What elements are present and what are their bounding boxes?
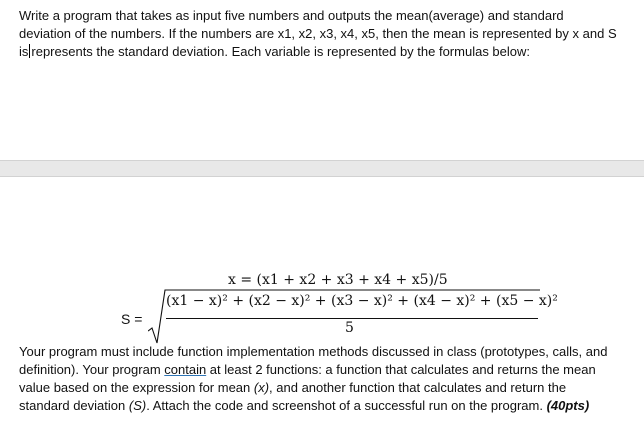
intro-line-3-end: represents the standard deviation. Each variable is represented by the formulas below:	[31, 44, 531, 59]
std-dev-symbol-text: (S)	[128, 398, 147, 413]
instructions-line-2	[19, 361, 639, 379]
mean-formula: x = (x1 + x2 + x3 + x4 + x5)/5	[228, 272, 448, 288]
instructions-line-2-start: definition). Your program	[19, 362, 165, 377]
instructions-line-4	[19, 397, 639, 415]
intro-line-3-start: is	[19, 44, 29, 59]
mean-symbol-text: (x)	[253, 380, 270, 395]
std-dev-denominator: 5	[345, 320, 354, 336]
instructions-line-3-end: , and another function that calculates and return the	[269, 380, 567, 395]
instructions-line-4-start: standard deviation	[19, 398, 129, 413]
intro-line-3	[19, 43, 639, 61]
instructions-line-3	[19, 379, 639, 397]
instructions-line-4-mid: . Attach the code and screenshot of a successful run on the program.	[146, 398, 547, 413]
std-dev-numerator: (x1 − x)² + (x2 − x)² + (x3 − x)² + (x4 − x)² + (x5 − x)²	[166, 293, 558, 309]
intro-paragraph[interactable]	[19, 7, 639, 61]
intro-line-2: deviation of the numbers. If the numbers are x1, x2, x3, x4, x5, then the mean is represented by x and S	[19, 26, 617, 41]
page-break-gap	[0, 160, 644, 177]
points-label: (40pts)	[546, 398, 590, 413]
std-dev-label: S =	[121, 311, 143, 327]
instructions-line-3-start: value based on the expression for mean	[19, 380, 254, 395]
grammar-flagged-word[interactable]: contain	[164, 362, 207, 377]
instructions-line-2-end: at least 2 functions: a function that calculates and returns the mean	[206, 362, 596, 377]
instructions-paragraph[interactable]	[19, 343, 639, 415]
intro-line-1: Write a program that takes as input five numbers and outputs the mean(average) and standard	[19, 8, 564, 23]
instructions-line-1: Your program must include function implementation methods discussed in class (prototypes, calls, and	[19, 344, 608, 359]
fraction-bar	[166, 318, 538, 319]
